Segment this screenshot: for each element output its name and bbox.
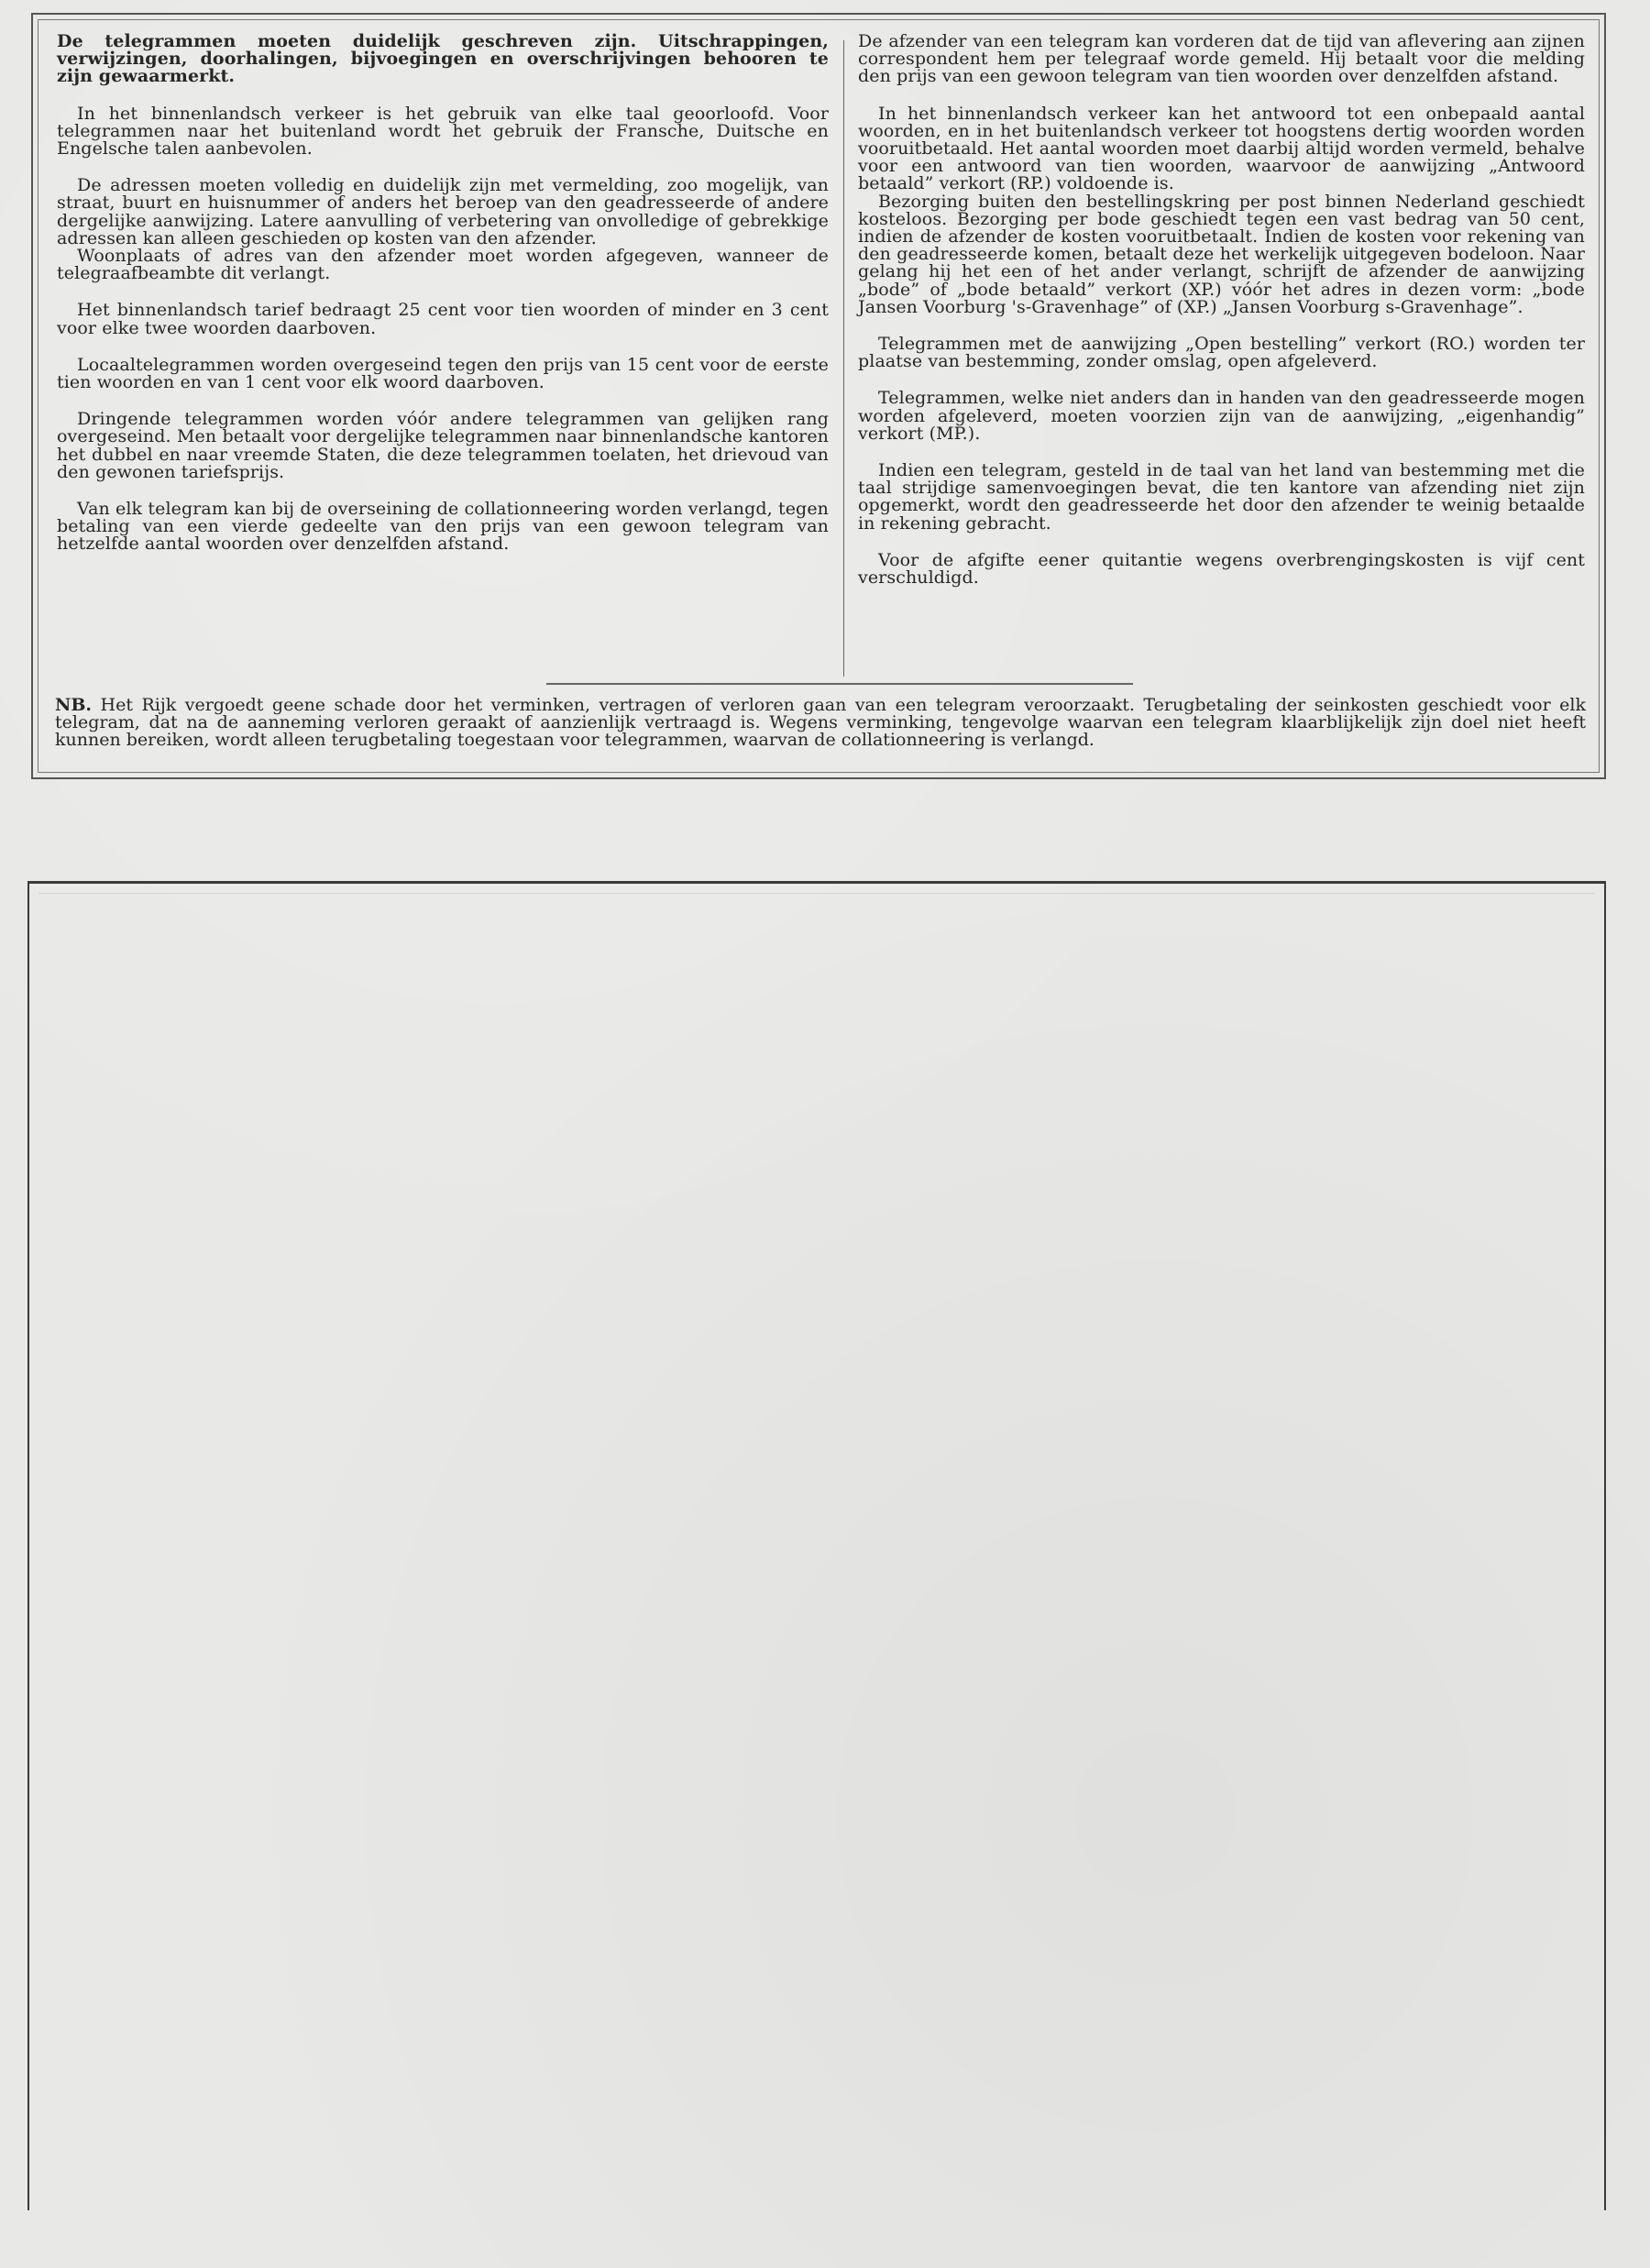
left-paragraph-7: Dringende telegrammen worden vóór andere telegrammen van gelijken rang overgeseind. Men betaalt voor dergelijke telegrammen naar binnenlandsche kantoren het dubbel en naar vreemde Staten, die deze telegrammen toelaten, het drievoud van den gewonen tariefsprijs. <box>57 409 829 482</box>
left-paragraph-5: Het binnenlandsch tarief bedraagt 25 cent voor tien woorden of minder en 3 cent voor elke twee woorden daarboven. <box>57 300 829 338</box>
telegram-instructions-box <box>31 13 1606 779</box>
blank-lower-frame <box>28 881 1606 2210</box>
left-paragraph-4: Woonplaats of adres van den afzender moet worden afgegeven, wanneer de telegraafbeambte dit verlangt. <box>57 246 829 284</box>
right-paragraph-3: Bezorging buiten den bestellingskring per post binnen Nederland geschiedt kosteloos. Bezorging per bode geschiedt tegen een vast bedrag van 50 cent, indien de afzender de kosten vooruitbetaalt. Indien de kosten voor rekening van den geadresseerde komen, betaalt deze het werkelijk uitgegeven bodeloon. Naar gelang hij het een of het ander verlangt, schrijft de afzender de aanwijzing „bode” of „bode betaald” verkort (XP.) vóór het adres in dezen vorm: „bode Jansen Voorburg 's-Gravenhage” of (XP.) „Jansen Voorburg s-Gravenhage”. <box>858 191 1585 317</box>
right-paragraph-2: In het binnenlandsch verkeer kan het antwoord tot een onbepaald aantal woorden, en in het buitenlandsch verkeer tot hoogstens dertig woorden worden vooruitbetaald. Het aantal woorden moet daarbij altijd worden vermeld, behalve voor een antwoord van tien woorden, waarvoor de aanwijzing „Antwoord betaald” verkort (RP.) voldoende is. <box>858 103 1585 194</box>
right-paragraph-1: De afzender van een telegram kan vorderen dat de tijd van aflevering aan zijnen correspondent hem per telegraaf worde gemeld. Hij betaalt voor die melding den prijs van een gewoon telegram van tien woorden over denzelfden afstand. <box>858 31 1585 87</box>
right-paragraph-5: Telegrammen, welke niet anders dan in handen van den geadresseerde mogen worden afgeleverd, moeten voorzien zijn van de aanwijzing, „eigenhandig” verkort (MP.). <box>858 388 1585 444</box>
right-paragraph-7: Voor de afgifte eener quitantie wegens overbrengingskosten is vijf cent verschuldigd. <box>858 549 1585 589</box>
left-paragraph-8: Van elk telegram kan bij de overseining de collationneering worden verlangd, tegen betaling van een vierde gedeelte van den prijs van een gewoon telegram van hetzelfde aantal woorden over denzelfden afstand. <box>57 499 829 555</box>
right-paragraph-6: Indien een telegram, gesteld in de taal van het land van bestemming met die taal strijdige samenvoegingen bevat, die ten kantore van afzending niet zijn opgemerkt, wordt den geadresseerde het door den afzender te weinig betaalde in rekening gebracht. <box>858 460 1585 534</box>
left-paragraph-2: In het binnenlandsch verkeer is het gebruik van elke taal geoorloofd. Voor telegrammen naar het buitenland wordt het gebruik der Fransche, Duitsche en Engelsche talen aanbevolen. <box>57 103 829 160</box>
column-divider <box>843 40 844 677</box>
notes-separator <box>546 683 1133 685</box>
right-paragraph-4: Telegrammen met de aanwijzing „Open bestelling” verkort (RO.) worden ter plaatse van bestemming, zonder omslag, open afgeleverd. <box>858 334 1585 372</box>
left-paragraph-6: Locaaltelegrammen worden overgeseind tegen den prijs van 15 cent voor de eerste tien woorden en van 1 cent voor elk woord daarboven. <box>57 354 829 393</box>
nota-bene-text: Het Rijk vergoedt geene schade door het verminken, vertragen of verloren gaan van een telegram veroorzaakt. Terugbetaling der seinkosten geschiedt voor elk telegram, dat na de aanneming verloren geraakt of aanzienlijk vertraagd is. Wegens verminking, tengevolge waarvan een telegram klaarblijkelijk zijn doel niet heeft kunnen bereiken, wordt alleen terugbetaling toegestaan voor telegrammen, waarvan de collationneering is verlangd. <box>55 695 1586 750</box>
right-instructions-column <box>858 33 1585 587</box>
nota-bene-note <box>55 697 1586 749</box>
left-instructions-column <box>57 33 829 554</box>
left-paragraph-1: De telegrammen moeten duidelijk geschreven zijn. Uitschrappingen, verwijzingen, doorhalingen, bijvoegingen en overschrijvingen behooren te zijn gewaarmerkt. <box>57 31 829 87</box>
nota-bene-label: NB. <box>55 695 93 715</box>
left-paragraph-3: De adressen moeten volledig en duidelijk zijn met vermelding, zoo mogelijk, van straat, buurt en huisnummer of anders het beroep van den geadresseerde of andere dergelijke aanwijzing. Latere aanvulling of verbetering van onvolledige of gebrekkige adressen kan alleen geschieden op kosten van den afzender. <box>57 175 829 248</box>
